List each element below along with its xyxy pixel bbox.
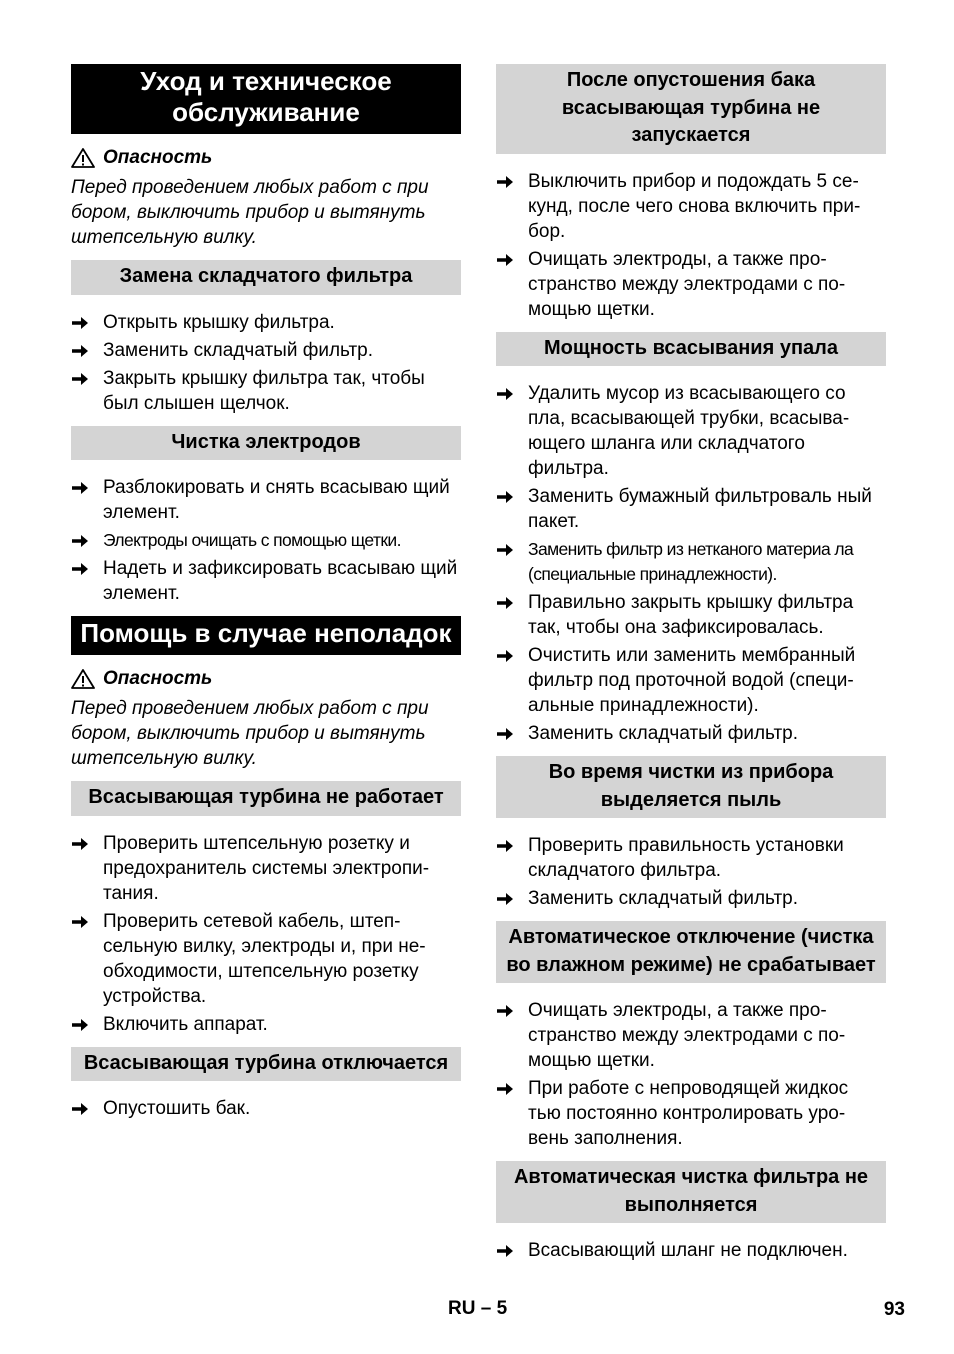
arrow-right-icon bbox=[496, 726, 514, 742]
step-item bbox=[71, 556, 461, 606]
step-item bbox=[496, 721, 886, 746]
step-text: Проверить правильность установки складчатого фильтра. bbox=[528, 835, 844, 881]
step-item bbox=[496, 998, 886, 1073]
arrow-right-icon bbox=[496, 1081, 514, 1097]
step-item bbox=[496, 1076, 886, 1151]
arrow-right-icon bbox=[496, 891, 514, 907]
step-item bbox=[71, 528, 461, 553]
arrow-right-icon bbox=[496, 174, 514, 190]
danger-label-text: Опасность bbox=[103, 668, 213, 689]
step-text: Надеть и зафиксировать всасываю щий элемент. bbox=[103, 558, 458, 604]
footer-page-number: 93 bbox=[883, 1299, 905, 1320]
arrow-right-icon bbox=[496, 252, 514, 268]
step-text: Всасывающий шланг не подключен. bbox=[528, 1240, 848, 1261]
step-item bbox=[496, 484, 886, 534]
danger-label-troubleshooting bbox=[71, 667, 461, 691]
heading-electrodes: Чистка электродов bbox=[71, 426, 461, 461]
step-text: Выключить прибор и подождать 5 се- кунд, после чего снова включить при- бор. bbox=[528, 170, 861, 242]
step-item bbox=[496, 169, 886, 244]
step-text: Проверить сетевой кабель, штеп- сельную вилку, электроды и, при не- обходимости, штепсельную розетку устройства. bbox=[103, 910, 426, 1007]
step-item bbox=[496, 590, 886, 640]
step-item bbox=[71, 310, 461, 335]
left-column bbox=[71, 64, 461, 1131]
step-item bbox=[496, 1238, 886, 1263]
step-text: При работе с непроводящей жидкос тью постоянно контролировать уро- вень заполнения. bbox=[528, 1078, 849, 1149]
step-item bbox=[496, 643, 886, 718]
step-item bbox=[496, 247, 886, 322]
step-item bbox=[71, 909, 461, 1009]
heading-suction-dropped: Мощность всасывания упала bbox=[496, 332, 886, 367]
danger-label-maintenance bbox=[71, 146, 461, 170]
arrow-right-icon bbox=[71, 371, 89, 387]
step-text: Заменить складчатый фильтр. bbox=[528, 888, 799, 909]
steps-auto-filter-cleaning bbox=[496, 1238, 886, 1263]
heading-maintenance: Уход и техническое обслуживание bbox=[71, 64, 461, 134]
warning-triangle-icon bbox=[71, 148, 95, 168]
step-text: Проверить штепсельную розетку и предохранитель системы электропи- тания. bbox=[103, 832, 430, 904]
step-text: Электроды очищать с помощью щетки. bbox=[103, 530, 401, 550]
heading-turbine-switches-off: Всасывающая турбина отключается bbox=[71, 1047, 461, 1082]
step-item bbox=[71, 338, 461, 363]
step-item bbox=[71, 831, 461, 906]
steps-turbine-switches-off bbox=[71, 1096, 461, 1121]
step-item bbox=[496, 381, 886, 481]
arrow-right-icon bbox=[496, 489, 514, 505]
step-text: Очистить или заменить мембранный фильтр под проточной водой (специ- альные принадлежности). bbox=[528, 645, 856, 716]
heading-auto-filter-cleaning: Автоматическая чистка фильтра не выполняется bbox=[496, 1161, 886, 1223]
arrow-right-icon bbox=[71, 561, 89, 577]
arrow-right-icon bbox=[71, 1101, 89, 1117]
step-text: Заменить складчатый фильтр. bbox=[103, 339, 374, 361]
heading-turbine-not-starting: После опустошения бака всасывающая турбина не запускается bbox=[496, 64, 886, 154]
step-item bbox=[496, 537, 886, 587]
arrow-right-icon bbox=[71, 480, 89, 496]
steps-pleated-filter bbox=[71, 310, 461, 416]
arrow-right-icon bbox=[496, 1243, 514, 1259]
step-text: Заменить бумажный фильтроваль ный пакет. bbox=[528, 486, 872, 532]
step-text: Разблокировать и снять всасываю щий элемент. bbox=[103, 477, 450, 523]
arrow-right-icon bbox=[71, 533, 89, 549]
heading-pleated-filter: Замена складчатого фильтра bbox=[71, 260, 461, 295]
step-item bbox=[71, 1096, 461, 1121]
step-item bbox=[496, 833, 886, 883]
step-text: Опустошить бак. bbox=[103, 1098, 251, 1119]
step-text: Очищать электроды, а также про- странство между электродами с по- мощью щетки. bbox=[528, 1000, 846, 1071]
step-item bbox=[71, 366, 461, 416]
step-text: Включить аппарат. bbox=[103, 1013, 268, 1035]
steps-suction-dropped bbox=[496, 381, 886, 746]
footer-section-label: RU – 5 bbox=[448, 1298, 508, 1319]
steps-electrodes bbox=[71, 475, 461, 606]
step-text: Очищать электроды, а также про- странство между электродами с по- мощью щетки. bbox=[528, 248, 846, 320]
arrow-right-icon bbox=[496, 648, 514, 664]
warning-triangle-icon bbox=[71, 669, 95, 689]
arrow-right-icon bbox=[496, 838, 514, 854]
arrow-right-icon bbox=[71, 1017, 89, 1033]
arrow-right-icon bbox=[496, 386, 514, 402]
heading-auto-shutoff: Автоматическое отключение (чистка во влажном режиме) не срабатывает bbox=[496, 921, 886, 983]
steps-turbine-not-working bbox=[71, 831, 461, 1037]
arrow-right-icon bbox=[496, 595, 514, 611]
danger-text-troubleshooting: Перед проведением любых работ с при бором, выключить прибор и вытянуть штепсельную вилку. bbox=[71, 698, 429, 769]
arrow-right-icon bbox=[71, 315, 89, 331]
step-item bbox=[71, 475, 461, 525]
steps-auto-shutoff bbox=[496, 998, 886, 1151]
step-text: Правильно закрыть крышку фильтра так, чтобы она зафиксировалась. bbox=[528, 592, 854, 638]
arrow-right-icon bbox=[71, 836, 89, 852]
arrow-right-icon bbox=[496, 542, 514, 558]
step-text: Открыть крышку фильтра. bbox=[103, 311, 335, 333]
steps-turbine-not-starting bbox=[496, 169, 886, 322]
step-text: Удалить мусор из всасывающего со пла, всасывающей трубки, всасыва- ющего шланга или складчатого фильтра. bbox=[528, 383, 850, 479]
step-text: Закрыть крышку фильтра так, чтобы был слышен щелчок. bbox=[103, 367, 425, 414]
step-item bbox=[71, 1012, 461, 1037]
danger-text-maintenance: Перед проведением любых работ с при бором, выключить прибор и вытянуть штепсельную вилку. bbox=[71, 177, 429, 248]
heading-troubleshooting: Помощь в случае неполадок bbox=[71, 616, 461, 655]
arrow-right-icon bbox=[71, 914, 89, 930]
arrow-right-icon bbox=[71, 343, 89, 359]
steps-dust-escaping bbox=[496, 833, 886, 911]
step-text: Заменить фильтр из нетканого материа ла (специальные принадлежности). bbox=[528, 539, 854, 584]
danger-label-text: Опасность bbox=[103, 147, 213, 168]
heading-dust-escaping: Во время чистки из прибора выделяется пыль bbox=[496, 756, 886, 818]
step-item bbox=[496, 886, 886, 911]
heading-turbine-not-working: Всасывающая турбина не работает bbox=[71, 781, 461, 816]
right-column bbox=[496, 64, 886, 1273]
arrow-right-icon bbox=[496, 1003, 514, 1019]
step-text: Заменить складчатый фильтр. bbox=[528, 723, 799, 744]
